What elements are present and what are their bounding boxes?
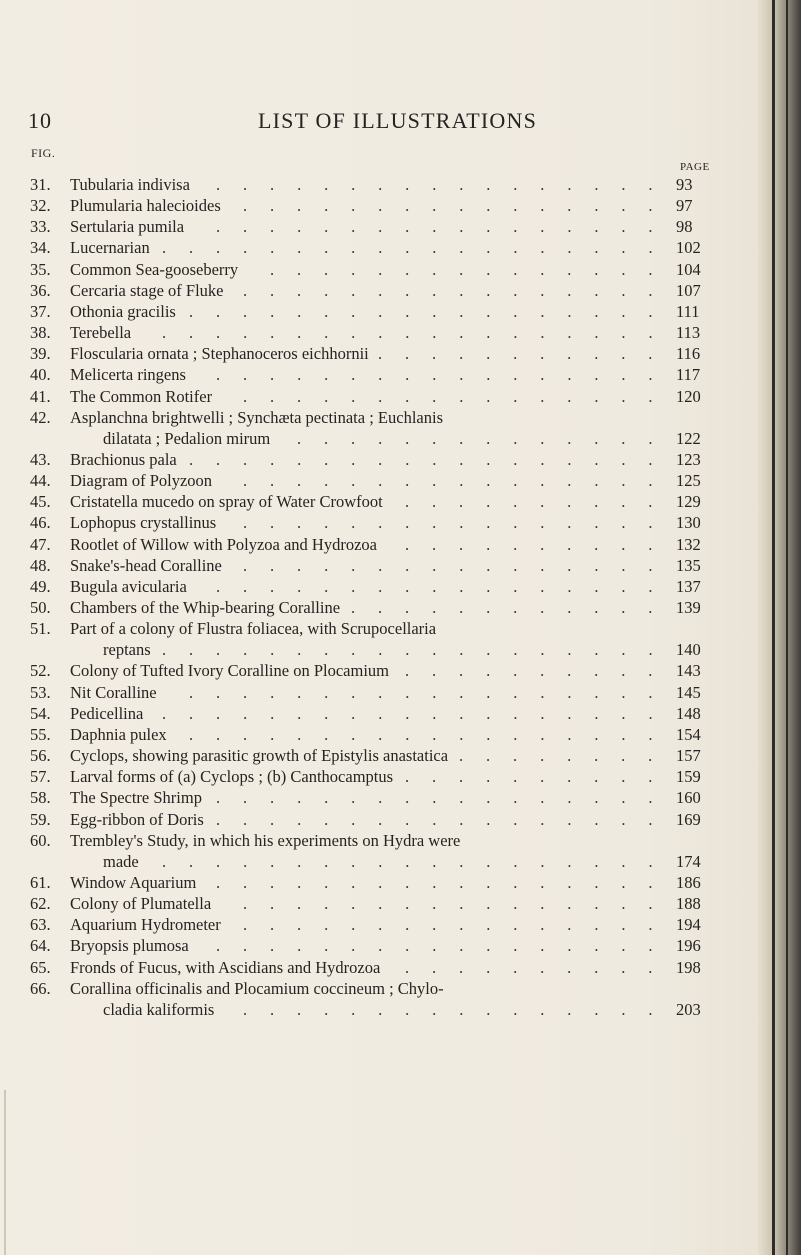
page-reference: 154 bbox=[676, 724, 701, 744]
dot-leader: ................... bbox=[162, 323, 676, 343]
dot-leader: ................ bbox=[243, 280, 676, 300]
figure-number: 36. bbox=[30, 280, 51, 300]
figure-number: 48. bbox=[30, 555, 51, 575]
page-reference: 113 bbox=[676, 323, 701, 343]
figure-number: 66. bbox=[30, 978, 51, 998]
figure-title: Bryopsis plumosa bbox=[70, 936, 189, 956]
page-reference: 125 bbox=[676, 471, 701, 491]
list-item bbox=[0, 237, 740, 259]
page-reference: 135 bbox=[676, 555, 701, 575]
page-reference: 188 bbox=[676, 894, 701, 914]
dot-leader: .......... bbox=[405, 492, 676, 512]
figure-number: 42. bbox=[30, 407, 51, 427]
page-reference: 102 bbox=[676, 238, 701, 258]
spine-edge-line bbox=[786, 0, 788, 1255]
dot-leader: .................. bbox=[189, 724, 676, 744]
dot-leader: ................ bbox=[243, 196, 676, 216]
figure-title: Brachionus pala bbox=[70, 449, 177, 469]
dot-leader: ................ bbox=[243, 513, 676, 533]
figure-number: 33. bbox=[30, 217, 51, 237]
running-title: LIST OF ILLUSTRATIONS bbox=[258, 108, 538, 133]
figure-title: Fronds of Fucus, with Ascidians and Hydrozoa bbox=[70, 957, 381, 977]
list-item bbox=[0, 872, 740, 894]
page-reference: 137 bbox=[676, 576, 701, 596]
dot-leader: ................... bbox=[162, 703, 676, 723]
figure-title: Lophopus crystallinus bbox=[70, 513, 217, 533]
page-reference: 93 bbox=[676, 175, 693, 194]
figure-number: 51. bbox=[30, 619, 51, 639]
list-item bbox=[0, 259, 740, 281]
page-reference: 169 bbox=[676, 809, 701, 829]
figure-number: 61. bbox=[30, 872, 51, 892]
figure-number: 58. bbox=[30, 788, 51, 808]
list-item bbox=[0, 724, 740, 746]
page-reference: 117 bbox=[676, 365, 701, 385]
figure-number: 63. bbox=[30, 915, 51, 935]
figure-title: reptans bbox=[103, 640, 151, 660]
dot-leader: .................. bbox=[189, 301, 676, 321]
list-item bbox=[0, 280, 740, 302]
figure-title: Sertularia pumila bbox=[70, 217, 185, 237]
list-item bbox=[0, 660, 740, 682]
figure-title: Plumularia halecioides bbox=[70, 196, 221, 216]
figure-title: Diagram of Polyzoon bbox=[70, 471, 213, 491]
page-reference: 120 bbox=[676, 386, 701, 406]
figure-title: Floscularia ornata ; Stephanoceros eichhornii bbox=[70, 344, 369, 364]
book-spine-shadow bbox=[758, 0, 801, 1255]
dot-leader: ........... bbox=[378, 344, 676, 364]
figure-number: 39. bbox=[30, 344, 51, 364]
figure-title: Terebella bbox=[70, 323, 132, 343]
dot-leader: ................ bbox=[243, 894, 676, 914]
page-reference: 123 bbox=[676, 449, 701, 469]
figure-number: 52. bbox=[30, 661, 51, 681]
list-item bbox=[0, 618, 740, 640]
page-reference: 97 bbox=[676, 196, 693, 216]
page-reference: 160 bbox=[676, 788, 701, 808]
dot-leader: .................. bbox=[189, 449, 676, 469]
figure-title: Bugula avicularia bbox=[70, 576, 187, 596]
list-item bbox=[0, 470, 740, 492]
list-item bbox=[0, 407, 740, 429]
page-reference: 116 bbox=[676, 344, 701, 364]
page-reference: 132 bbox=[676, 534, 701, 554]
dot-leader: .......... bbox=[405, 661, 676, 681]
figure-number: 47. bbox=[30, 534, 51, 554]
page-reference: 122 bbox=[676, 428, 701, 448]
page-reference: 129 bbox=[676, 492, 701, 512]
list-item bbox=[0, 830, 740, 852]
dot-leader: ........ bbox=[459, 746, 676, 766]
figure-title: made bbox=[103, 851, 139, 871]
list-item bbox=[0, 364, 740, 386]
figure-title: Aquarium Hydrometer bbox=[70, 915, 221, 935]
list-item bbox=[0, 174, 740, 196]
dot-leader: ................ bbox=[243, 386, 676, 406]
dot-leader: ............ bbox=[351, 598, 676, 617]
list-item bbox=[0, 682, 740, 704]
figure-title: Tubularia indivisa bbox=[70, 175, 190, 194]
figure-number: 41. bbox=[30, 386, 51, 406]
figure-number: 46. bbox=[30, 513, 51, 533]
dot-leader: ............... bbox=[270, 259, 676, 279]
list-item bbox=[0, 322, 740, 344]
spine-edge-line bbox=[772, 0, 775, 1255]
list-item bbox=[0, 555, 740, 577]
page-reference: 148 bbox=[676, 703, 701, 723]
list-item bbox=[0, 534, 740, 556]
figure-number: 37. bbox=[30, 301, 51, 321]
list-item bbox=[0, 914, 740, 936]
figure-title: The Spectre Shrimp bbox=[70, 788, 202, 808]
figure-title: Colony of Tufted Ivory Coralline on Plocamium bbox=[70, 661, 389, 681]
figure-number: 32. bbox=[30, 196, 51, 216]
figure-title: Corallina officinalis and Plocamium coccineum ; Chylo- bbox=[70, 978, 444, 998]
figure-number: 57. bbox=[30, 767, 51, 787]
figure-number: 64. bbox=[30, 936, 51, 956]
figure-number: 55. bbox=[30, 724, 51, 744]
dot-leader: .................. bbox=[189, 682, 676, 702]
page-column-label: PAGE bbox=[680, 161, 710, 173]
list-item bbox=[0, 597, 740, 619]
dot-leader: .......... bbox=[405, 534, 676, 554]
page-reference: 143 bbox=[676, 661, 701, 681]
figure-number: 35. bbox=[30, 259, 51, 279]
page-reference: 111 bbox=[676, 301, 700, 321]
figure-title: Pedicellina bbox=[70, 703, 144, 723]
figure-title: Window Aquarium bbox=[70, 872, 197, 892]
page-reference: 145 bbox=[676, 682, 701, 702]
dot-leader: ................. bbox=[216, 217, 676, 237]
list-item bbox=[0, 195, 740, 217]
figure-number: 65. bbox=[30, 957, 51, 977]
dot-leader: ................. bbox=[216, 809, 676, 829]
page-reference: 196 bbox=[676, 936, 701, 956]
dot-leader: ................ bbox=[243, 915, 676, 935]
list-item bbox=[0, 491, 740, 513]
figure-title: Common Sea-gooseberry bbox=[70, 259, 239, 279]
dot-leader: ................... bbox=[162, 851, 676, 871]
list-item bbox=[0, 639, 740, 661]
figure-title: Daphnia pulex bbox=[70, 724, 167, 744]
page-reference: 130 bbox=[676, 513, 701, 533]
figure-number: 56. bbox=[30, 746, 51, 766]
figure-number: 43. bbox=[30, 449, 51, 469]
figure-title: Nit Coralline bbox=[70, 682, 157, 702]
figure-title: Trembley's Study, in which his experiments on Hydra were bbox=[70, 830, 461, 850]
list-item bbox=[0, 766, 740, 788]
figure-title: Egg-ribbon of Doris bbox=[70, 809, 204, 829]
list-item bbox=[0, 999, 740, 1021]
page-reference: 107 bbox=[676, 280, 701, 300]
figure-number: 49. bbox=[30, 576, 51, 596]
figure-title: Cyclops, showing parasitic growth of Epistylis anastatica bbox=[70, 746, 449, 766]
dot-leader: .......... bbox=[405, 957, 676, 977]
list-item bbox=[0, 957, 740, 979]
figure-number: 62. bbox=[30, 894, 51, 914]
list-item bbox=[0, 216, 740, 238]
dot-leader: ................... bbox=[162, 640, 676, 660]
page-reference: 203 bbox=[676, 999, 701, 1019]
page-number: 10 bbox=[28, 108, 52, 133]
figure-title: Asplanchna brightwelli ; Synchæta pectinata ; Euchlanis bbox=[70, 407, 443, 427]
figure-title: Cristatella mucedo on spray of Water Crowfoot bbox=[70, 492, 383, 512]
figure-number: 59. bbox=[30, 809, 51, 829]
page-reference: 104 bbox=[676, 259, 701, 279]
figure-title: Colony of Plumatella bbox=[70, 894, 212, 914]
list-item bbox=[0, 935, 740, 957]
dot-leader: ................ bbox=[243, 555, 676, 575]
figure-number: 31. bbox=[30, 175, 51, 194]
dot-leader: ................. bbox=[216, 365, 676, 385]
fig-column-label: FIG. bbox=[31, 146, 56, 160]
page-reference: 98 bbox=[676, 217, 693, 237]
figure-number: 38. bbox=[30, 323, 51, 343]
figure-title: Rootlet of Willow with Polyzoa and Hydrozoa bbox=[70, 534, 377, 554]
page-reference: 157 bbox=[676, 746, 701, 766]
dot-leader: ................. bbox=[216, 936, 676, 956]
list-item bbox=[0, 703, 740, 725]
list-item bbox=[0, 787, 740, 809]
page-reference: 174 bbox=[676, 851, 701, 871]
list-item bbox=[0, 428, 740, 450]
dot-leader: .......... bbox=[405, 767, 676, 787]
figure-number: 54. bbox=[30, 703, 51, 723]
dot-leader: .............. bbox=[297, 428, 676, 448]
list-item bbox=[0, 978, 740, 1000]
figure-title: Larval forms of (a) Cyclops ; (b) Canthocamptus bbox=[70, 767, 394, 787]
page-reference: 140 bbox=[676, 640, 701, 660]
dot-leader: ................. bbox=[216, 872, 676, 892]
list-item bbox=[0, 893, 740, 915]
figure-number: 53. bbox=[30, 682, 51, 702]
figure-number: 40. bbox=[30, 365, 51, 385]
dot-leader: ................ bbox=[243, 999, 676, 1019]
dot-leader: ................. bbox=[216, 576, 676, 596]
list-item bbox=[0, 301, 740, 323]
figure-title: Lucernarian bbox=[70, 238, 150, 258]
page-reference: 139 bbox=[676, 598, 701, 617]
figure-number: 60. bbox=[30, 830, 51, 850]
figure-number: 45. bbox=[30, 492, 51, 512]
list-item bbox=[0, 386, 740, 408]
figure-title: Othonia gracilis bbox=[70, 301, 176, 321]
figure-title: The Common Rotifer bbox=[70, 386, 213, 406]
figure-number: 44. bbox=[30, 471, 51, 491]
list-item bbox=[0, 851, 740, 873]
figure-number: 34. bbox=[30, 238, 51, 258]
list-item bbox=[0, 512, 740, 534]
page-reference: 186 bbox=[676, 872, 701, 892]
dot-leader: ................... bbox=[162, 238, 676, 258]
figure-title: dilatata ; Pedalion mirum bbox=[103, 428, 271, 448]
list-item bbox=[0, 809, 740, 831]
list-item bbox=[0, 745, 740, 767]
figure-number: 50. bbox=[30, 598, 51, 617]
page-reference: 194 bbox=[676, 915, 701, 935]
page-reference: 198 bbox=[676, 957, 701, 977]
margin-crease bbox=[4, 1090, 6, 1255]
list-item bbox=[0, 449, 740, 471]
figure-title: Part of a colony of Flustra foliacea, with Scrupocellaria bbox=[70, 619, 437, 639]
page-header bbox=[0, 108, 801, 138]
list-item bbox=[0, 343, 740, 365]
page-reference: 159 bbox=[676, 767, 701, 787]
list-item bbox=[0, 576, 740, 598]
figure-title: Snake's-head Coralline bbox=[70, 555, 222, 575]
dot-leader: ................ bbox=[243, 471, 676, 491]
figure-title: Melicerta ringens bbox=[70, 365, 186, 385]
figure-title: Cercaria stage of Fluke bbox=[70, 280, 224, 300]
figure-title: Chambers of the Whip-bearing Coralline bbox=[70, 598, 341, 617]
dot-leader: ................. bbox=[216, 175, 676, 194]
dot-leader: ................. bbox=[216, 788, 676, 808]
figure-title: cladia kaliformis bbox=[103, 999, 215, 1019]
